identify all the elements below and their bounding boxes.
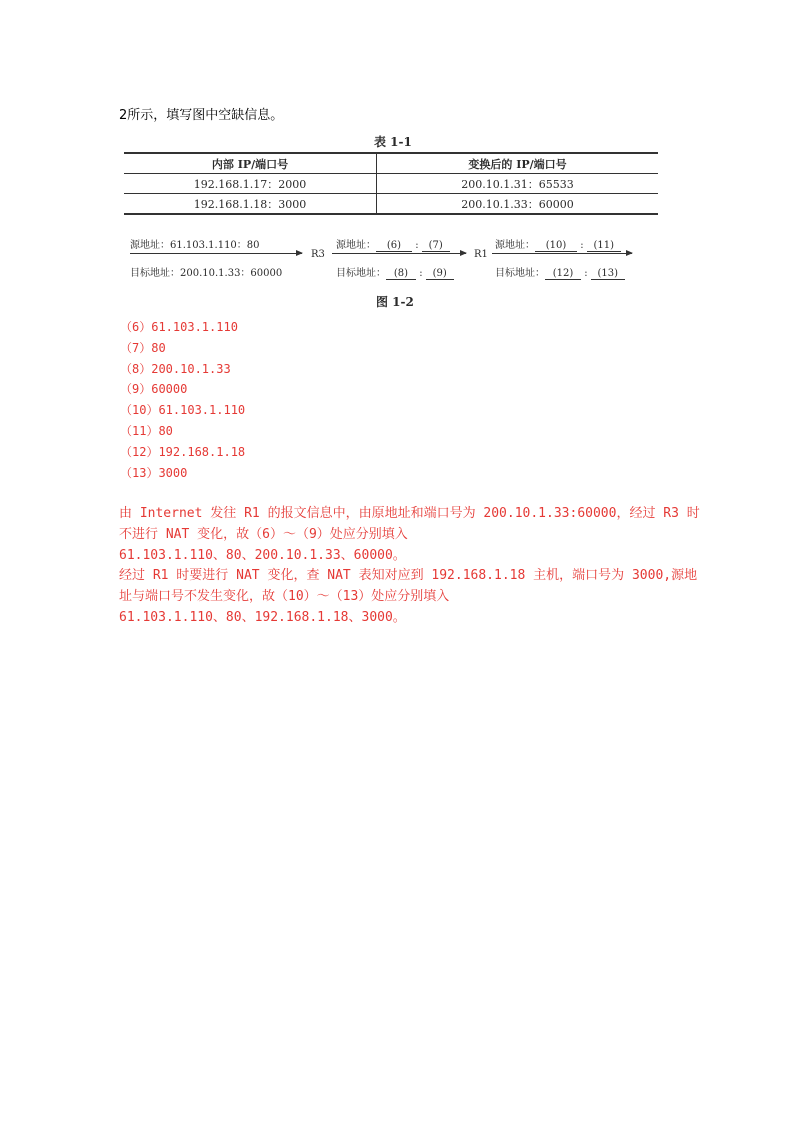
explanation-line: 61.103.1.110、80、200.10.1.33、60000。 (119, 547, 406, 563)
arrow-to-r1 (332, 253, 466, 254)
blank-7: (7) (422, 240, 450, 252)
table-cell: 200.10.1.31：65533 (461, 177, 574, 191)
label: 目标地址： (336, 268, 386, 279)
table-cell: 192.168.1.17：2000 (124, 174, 377, 194)
answer-item: （12）192.168.1.18 (120, 444, 246, 459)
colon: : (419, 268, 423, 279)
explanation-line: 不进行 NAT 变化，故（6）～（9）处应分别填入 (119, 526, 408, 542)
header-translated: 变换后的 IP/端口号 (468, 157, 567, 171)
colon: : (580, 240, 584, 251)
answer-list (120, 317, 245, 483)
table-cell: 200.10.1.33：60000 (461, 197, 574, 211)
colon: : (415, 240, 419, 251)
scanned-figure (118, 128, 664, 316)
table-row (124, 174, 658, 194)
blank-12: (12) (545, 268, 581, 280)
table-caption: 表 1-1 (374, 135, 412, 149)
explanation-line: 由 Internet 发往 R1 的报文信息中，由原地址和端口号为 200.10.1.33:60000，经过 R3 时 (119, 506, 700, 521)
answer-item: （6）61.103.1.110 (120, 320, 238, 334)
table-row (124, 194, 658, 215)
router-r1: R1 (474, 249, 488, 260)
intro-text: 2所示，填写图中空缺信息。 (119, 108, 284, 123)
table-header-row (124, 153, 658, 174)
answer-item: （8）200.10.1.33 (120, 361, 231, 376)
blank-10: (10) (535, 240, 577, 252)
explanation-line: 址与端口号不发生变化，故（10）～（13）处应分别填入 (119, 589, 450, 605)
explanation-line: 经过 R1 时要进行 NAT 变化，查 NAT 表知对应到 192.168.1.18 主机，端口号为 3000,源地 (119, 568, 698, 584)
blank-9: (9) (426, 268, 454, 280)
explanation-line: 61.103.1.110、80、192.168.1.18、3000。 (119, 609, 406, 625)
header-internal: 内部 IP/端口号 (124, 153, 377, 174)
figure-caption: 图 1-2 (376, 295, 414, 309)
blank-13: (13) (591, 268, 625, 280)
label: 源地址： (495, 240, 535, 251)
arrow-to-r3 (130, 253, 302, 254)
blank-8: (8) (386, 268, 416, 280)
label: 源地址： (336, 240, 376, 251)
blank-6: (6) (376, 240, 412, 252)
right-source (495, 236, 621, 252)
answer-item: （9）60000 (120, 382, 188, 397)
answer-item: （7）80 (120, 340, 166, 355)
arrow-out (492, 253, 632, 254)
left-destination: 目标地址：200.10.1.33：60000 (130, 268, 283, 279)
right-destination (495, 264, 625, 280)
answer-item: （10）61.103.1.110 (120, 403, 246, 418)
blank-11: (11) (587, 240, 621, 252)
nat-table (124, 152, 658, 215)
colon: : (584, 268, 588, 279)
explanation (119, 504, 700, 629)
answer-item: （11）80 (120, 423, 173, 438)
label: 目标地址： (495, 268, 545, 279)
table-cell: 192.168.1.18：3000 (124, 194, 377, 215)
left-source: 源地址：61.103.1.110：80 (130, 240, 260, 251)
middle-source (336, 236, 450, 252)
router-r3: R3 (311, 249, 325, 260)
middle-destination (336, 264, 454, 280)
answer-item: （13）3000 (120, 465, 188, 480)
